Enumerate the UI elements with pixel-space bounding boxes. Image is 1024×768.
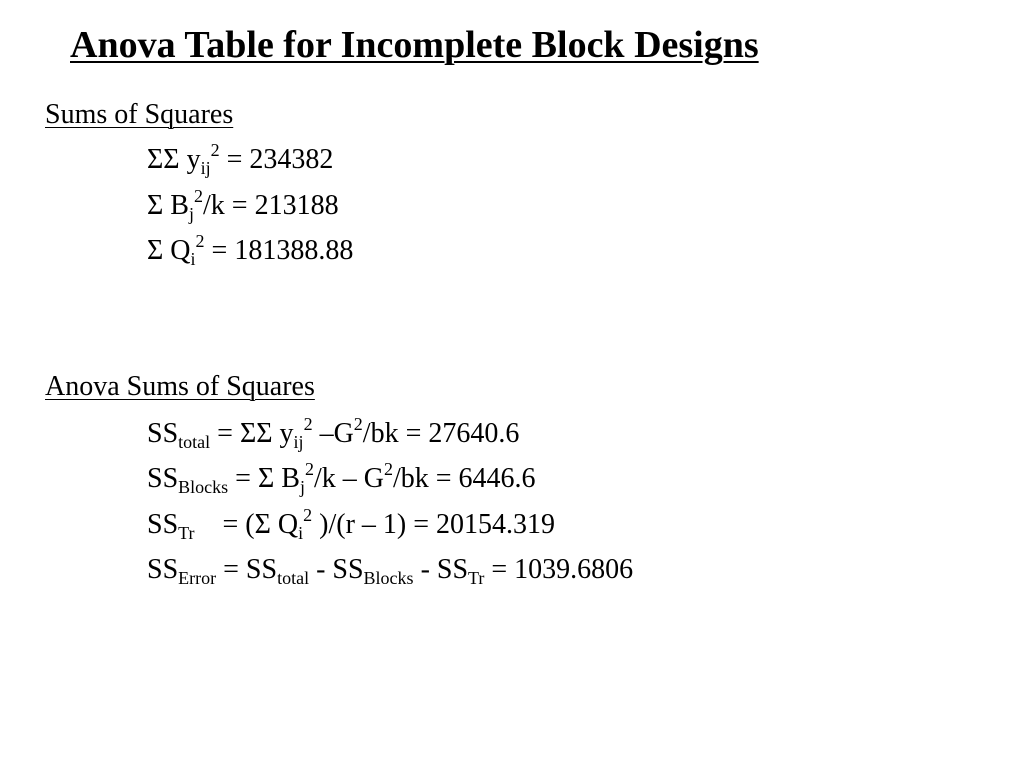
ss-blocks-mid: = Σ B <box>228 463 300 494</box>
ss-total-value: /bk = 27640.6 <box>362 418 520 449</box>
ss-blocks-b-superscript: 2 <box>304 459 314 479</box>
sum-yij-subscript: ij <box>200 158 211 178</box>
ss-total-mid: = ΣΣ y <box>210 418 294 449</box>
ss-treatment-equation <box>147 505 556 543</box>
ss-tr-subscript: Tr <box>178 523 195 543</box>
sum-yij-squared-equation <box>147 140 334 178</box>
sum-yij-superscript: 2 <box>210 140 220 160</box>
sum-bj-squared-equation <box>147 186 339 224</box>
ss-error-value: = 1039.6806 <box>484 554 634 585</box>
ss-total-y-subscript: ij <box>293 432 304 452</box>
ss-tr-mid: = (Σ Q <box>222 509 299 540</box>
sum-qi-subscript: i <box>190 249 196 269</box>
ss-error-term3-subscript: Tr <box>468 568 485 588</box>
sum-bj-superscript: 2 <box>194 186 203 206</box>
ss-total-label: SS <box>147 418 179 449</box>
sum-bj-value: /k = 213188 <box>203 190 339 221</box>
sum-qi-squared-equation <box>147 231 354 269</box>
sum-qi-superscript: 2 <box>195 231 205 251</box>
ss-error-equation <box>147 554 633 586</box>
ss-total-g-superscript: 2 <box>353 414 363 434</box>
ss-blocks-label: SS <box>147 463 179 494</box>
ss-total-equation <box>147 414 520 452</box>
ss-blocks-subscript: Blocks <box>178 477 229 497</box>
ss-tr-label: SS <box>147 509 179 540</box>
ss-blocks-equation <box>147 459 536 497</box>
ss-blocks-g-part: /k – G <box>313 463 384 494</box>
ss-total-subscript: total <box>178 432 211 452</box>
ss-blocks-value: /bk = 6446.6 <box>392 463 536 494</box>
sum-qi-lead: Σ Q <box>147 235 191 266</box>
sum-yij-lead: ΣΣ y <box>147 144 201 175</box>
ss-total-y-superscript: 2 <box>303 414 313 434</box>
sum-bj-subscript: j <box>188 204 194 224</box>
ss-blocks-g-superscript: 2 <box>383 459 393 479</box>
ss-error-term3: - SS <box>413 554 469 585</box>
ss-error-term1-subscript: total <box>277 568 310 588</box>
ss-error-term2-subscript: Blocks <box>363 568 414 588</box>
sum-qi-value: = 181388.88 <box>204 235 354 266</box>
sum-yij-value: = 234382 <box>219 144 334 175</box>
ss-error-label: SS <box>147 554 179 585</box>
slide-title: Anova Table for Incomplete Block Designs <box>70 24 759 66</box>
ss-tr-q-subscript: i <box>298 523 304 543</box>
ss-blocks-b-subscript: j <box>299 477 305 497</box>
ss-error-subscript: Error <box>178 568 217 588</box>
ss-error-term1: = SS <box>216 554 278 585</box>
ss-error-term2: - SS <box>309 554 364 585</box>
sums-of-squares-heading: Sums of Squares <box>45 99 234 130</box>
ss-total-g-part: –G <box>312 418 354 449</box>
sum-bj-lead: Σ B <box>147 190 189 221</box>
ss-tr-q-superscript: 2 <box>303 505 313 525</box>
anova-sums-of-squares-heading: Anova Sums of Squares <box>45 371 315 402</box>
ss-tr-value: )/(r – 1) = 20154.319 <box>312 509 556 540</box>
